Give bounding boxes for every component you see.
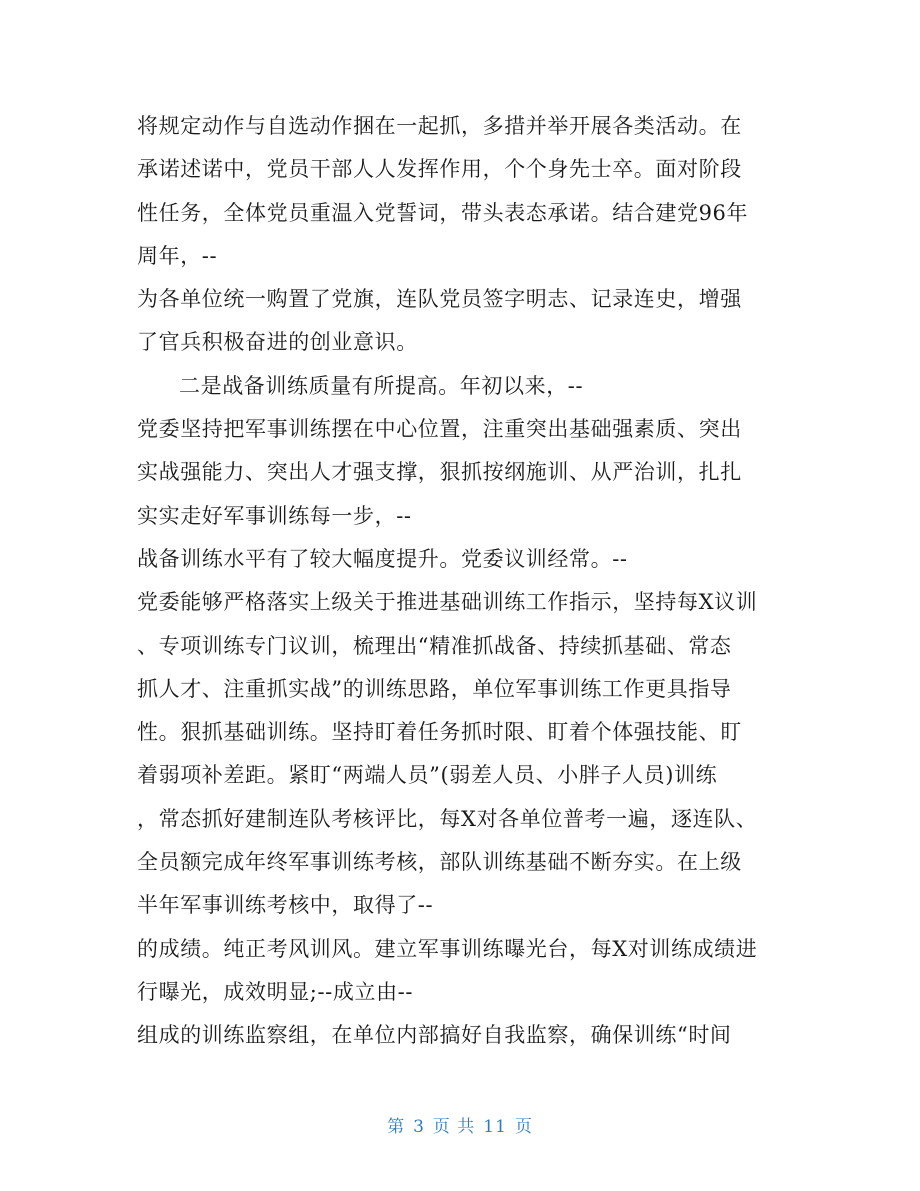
body-text: [137, 105, 787, 1058]
text-line: 了官兵积极奋进的创业意识。: [137, 330, 418, 355]
text-line: 的成绩。纯正考风训风。建立军事训练曝光台，每X对训练成绩进: [137, 936, 758, 961]
page-footer: [0, 1112, 920, 1137]
paragraph-heading: 二是战备训练质量有所提高。年初以来，--: [179, 373, 584, 398]
footer-middle: 页 共: [432, 1117, 476, 1137]
text-line: 抓人才、注重抓实战”的训练思路，单位军事训练工作更具指导: [137, 676, 732, 701]
total-pages-number: 11: [483, 1117, 507, 1137]
current-page-number: 3: [413, 1117, 425, 1137]
text-line: 、专项训练专门议训，梳理出“精准抓战备、持续抓基础、常态: [137, 633, 732, 658]
text-line: 着弱项补差距。紧盯“两端人员”(弱差人员、小胖子人员)训练: [137, 763, 718, 788]
text-line: 将规定动作与自选动作捆在一起抓，多措并举开展各类活动。在: [137, 114, 742, 138]
text-line: 承诺述诺中，党员干部人人发挥作用，个个身先士卒。面对阶段: [137, 157, 742, 182]
text-line: 行曝光，成效明显;--成立由--: [137, 979, 414, 1004]
text-line: 党委坚持把军事训练摆在中心位置，注重突出基础强素质、突出: [137, 417, 742, 442]
text-line: 性。狠抓基础训练。坚持盯着任务抓时限、盯着个体强技能、盯: [137, 720, 742, 745]
text-line: 为各单位统一购置了党旗，连队党员签字明志、记录连史，增强: [137, 287, 742, 312]
text-line: 战备训练水平有了较大幅度提升。党委议训经常。--: [137, 546, 628, 571]
text-line: 组成的训练监察组，在单位内部搞好自我监察，确保训练“时间: [137, 1023, 732, 1048]
text-line: ，常态抓好建制连队考核评比，每X对各单位普考一遍，逐连队、: [137, 806, 758, 831]
text-line: 周年，--: [137, 243, 218, 268]
footer-prefix: 第: [387, 1117, 406, 1137]
text-line: 党委能够严格落实上级关于推进基础训练工作指示，坚持每X议训: [137, 590, 758, 615]
footer-suffix: 页: [514, 1117, 533, 1137]
text-line: 实实走好军事训练每一步，--: [137, 503, 412, 528]
text-line: 全员额完成年终军事训练考核，部队训练基础不断夯实。在上级: [137, 850, 742, 875]
text-line: 性任务，全体党员重温入党誓词，带头表态承诺。结合建党96年: [137, 200, 749, 225]
text-line: 实战强能力、突出人才强支撑，狠抓按纲施训、从严治训，扎扎: [137, 460, 742, 485]
text-line: 半年军事训练考核中，取得了--: [137, 893, 434, 918]
